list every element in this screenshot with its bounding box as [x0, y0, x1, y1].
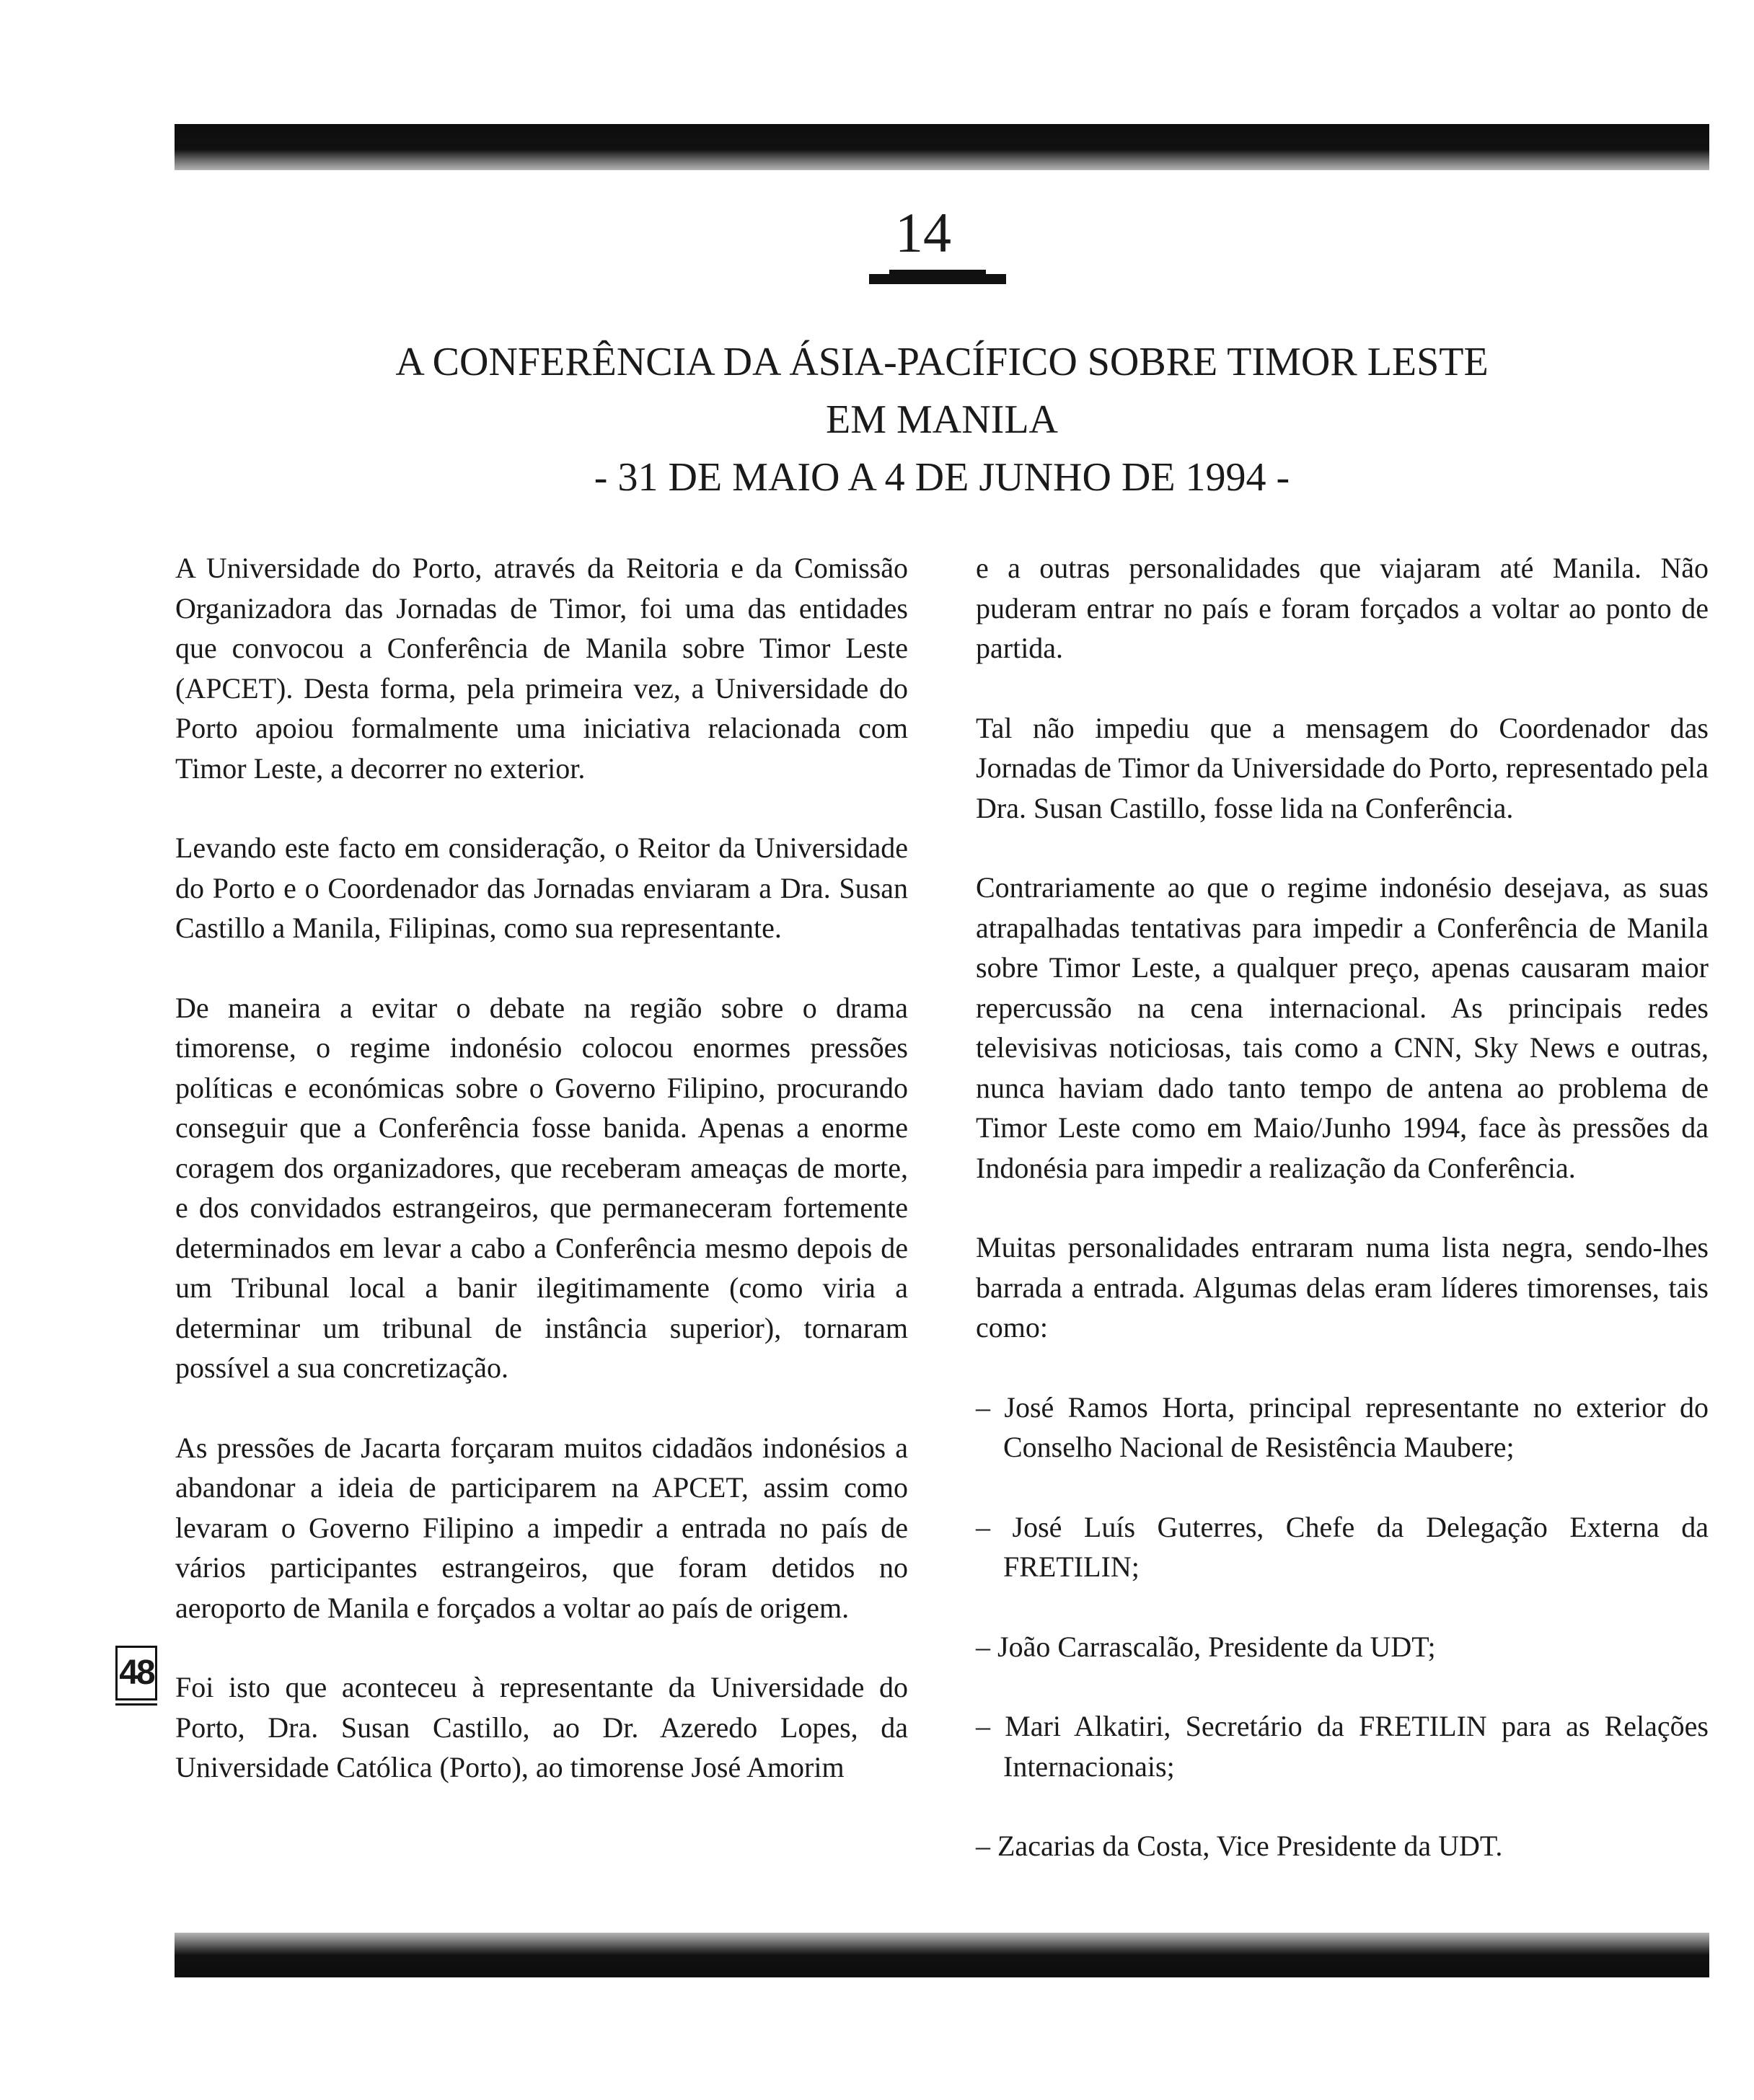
- left-column: [175, 548, 908, 1788]
- paragraph: Contrariamente ao que o regime indonésio desejava, as suas atrapalhadas tentativas para impedir a Conferência de Manila sobre Timor Leste, a qualquer preço, apenas causaram maior repercussão na cena internacional. As principais redes televisivas noticiosas, tais como a CNN, Sky News e outras, nunca haviam dado tanto tempo de antena ao problema de Timor Leste como em Maio/Junho 1994, face às pressões da Indonésia para impedir a realização da Conferência.: [976, 871, 1709, 1184]
- list-item: – José Luís Guterres, Chefe da Delegação Externa da FRETILIN;: [976, 1510, 1709, 1583]
- bottom-decorative-bar: [175, 1933, 1709, 1977]
- paragraph: As pressões de Jacarta forçaram muitos cidadãos indonésios a abandonar a ideia de participarem na APCET, assim como levaram o Governo Filipino a impedir a entrada no país de vários participantes estrangeiros, que foram detidos no aeroporto de Manila e forçados a voltar ao país de origem.: [175, 1431, 908, 1624]
- list-item: – José Ramos Horta, principal representante no exterior do Conselho Nacional de Resistência Maubere;: [976, 1390, 1709, 1463]
- right-column: [976, 548, 1709, 1866]
- paragraph: De maneira a evitar o debate na região sobre o drama timorense, o regime indonésio colocou enormes pressões políticas e económicas sobre o Governo Filipino, procurando conseguir que a Conferência fosse banida. Apenas a enorme coragem dos organizadores, que receberam ameaças de morte, e dos convidados estrangeiros, que permaneceram fortemente determinados em levar a cabo a Conferência mesmo depois de um Tribunal local a banir ilegitimamente (como viria a determinar um tribunal de instância superior), tornaram possível a sua concretização.: [175, 991, 908, 1384]
- paragraph: Foi isto que aconteceu à representante da Universidade do Porto, Dra. Susan Castillo, ao Dr. Azeredo Lopes, da Universidade Católica (Porto), ao timorense José Amorim: [175, 1671, 908, 1783]
- title-line-1: A CONFERÊNCIA DA ÁSIA-PACÍFICO SOBRE TIMOR LESTE: [395, 340, 1489, 384]
- top-decorative-bar: [175, 124, 1709, 170]
- list-item: – Zacarias da Costa, Vice Presidente da UDT.: [976, 1830, 1503, 1862]
- paragraph: Tal não impediu que a mensagem do Coordenador das Jornadas de Timor da Universidade do Porto, representado pela Dra. Susan Castillo, fosse lida na Conferência.: [976, 711, 1709, 824]
- chapter-number: 14: [895, 201, 951, 264]
- title-line-2: EM MANILA: [826, 397, 1058, 442]
- list-item: – Mari Alkatiri, Secretário da FRETILIN para as Relações Internacionais;: [976, 1710, 1709, 1783]
- paragraph: A Universidade do Porto, através da Reitoria e da Comissão Organizadora das Jornadas de Timor, foi uma das entidades que convocou a Conferência de Manila sobre Timor Leste (APCET). Desta forma, pela primeira vez, a Universidade do Porto apoiou formalmente uma iniciativa relacionada com Timor Leste, a decorrer no exterior.: [175, 552, 908, 785]
- chapter-title: [175, 333, 1709, 506]
- paragraph: Muitas personalidades entraram numa lista negra, sendo-lhes barrada a entrada. Algumas delas eram líderes timorenses, tais como:: [976, 1231, 1709, 1344]
- title-line-3: - 31 DE MAIO A 4 DE JUNHO DE 1994 -: [594, 455, 1290, 500]
- paragraph: e a outras personalidades que viajaram até Manila. Não puderam entrar no país e foram forçados a voltar ao ponto de partida.: [976, 552, 1709, 664]
- page-number: 48: [115, 1646, 157, 1700]
- paragraph: Levando este facto em consideração, o Reitor da Universidade do Porto e o Coordenador das Jornadas enviaram a Dra. Susan Castillo a Manila, Filipinas, como sua representante.: [175, 831, 908, 944]
- chapter-underline: [869, 274, 1006, 284]
- list-item: – João Carrascalão, Presidente da UDT;: [976, 1630, 1436, 1663]
